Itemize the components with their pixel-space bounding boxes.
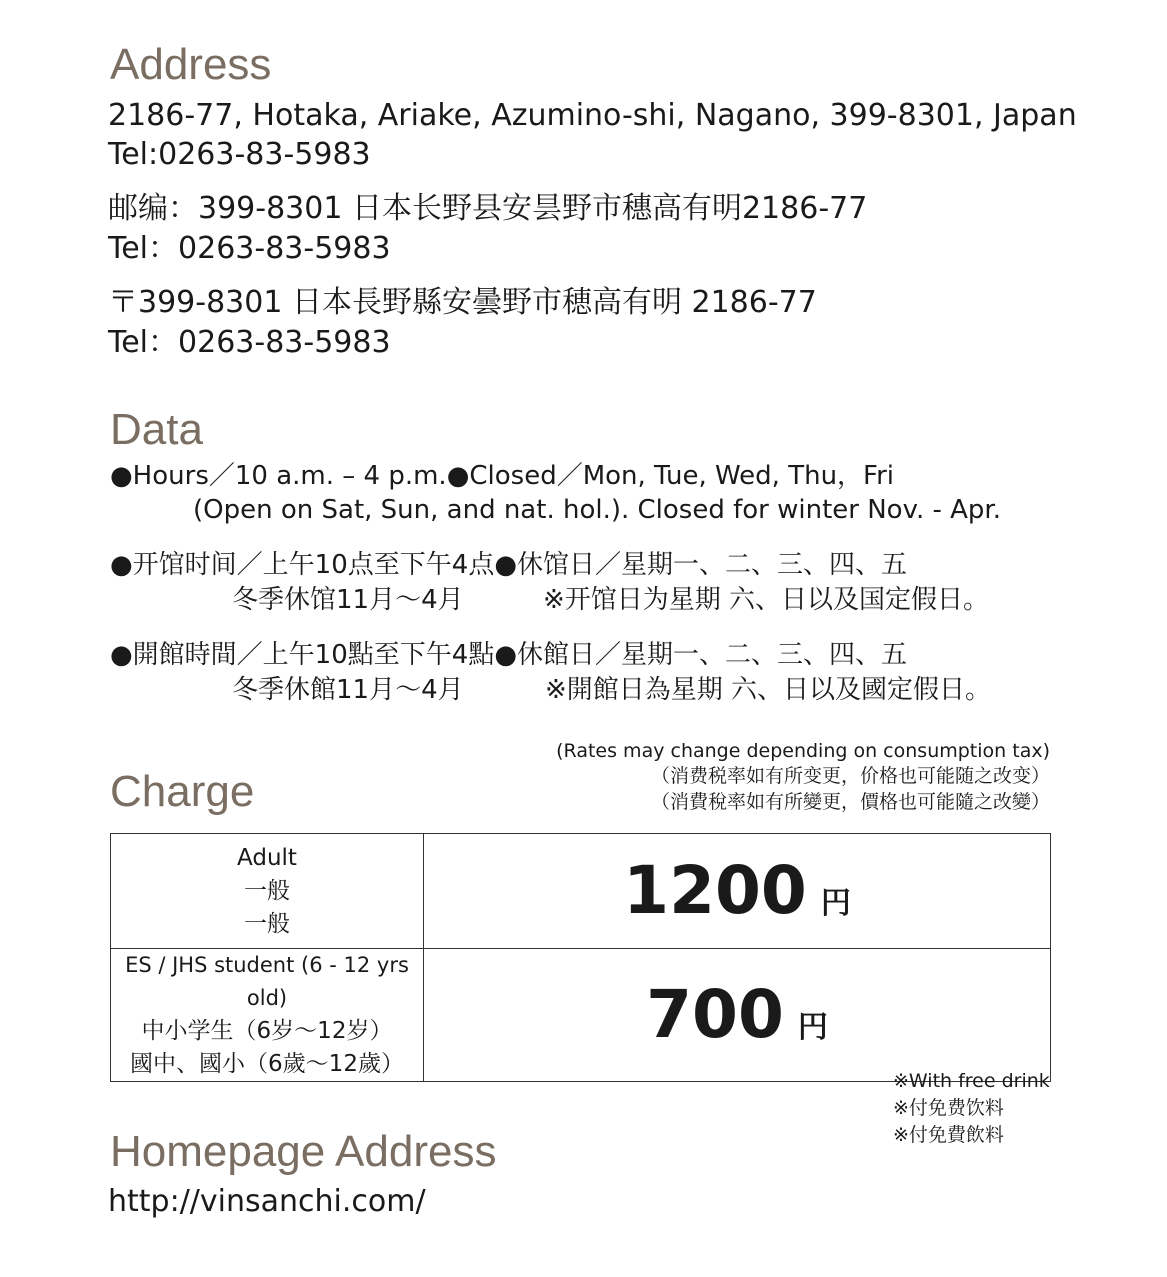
address-traditional: 〒399-8301 日本長野縣安曇野市穂高有明 2186-77 xyxy=(108,285,817,320)
adult-price xyxy=(424,852,1050,929)
student-price-cell xyxy=(424,949,1051,1082)
hours-traditional-line1: ●開館時間／上午10點至下午4點●休館日／星期一、二、三、四、五 xyxy=(110,640,907,670)
student-price-unit: 円 xyxy=(797,1010,828,1045)
address-simplified: 邮编：399-8301 日本长野县安昙野市穗高有明2186-77 xyxy=(108,191,868,226)
tax-note-simplified: （消费税率如有所变更，价格也可能随之改变） xyxy=(650,765,1050,787)
charge-heading: Charge xyxy=(110,767,255,816)
student-label-traditional: 國中、國小（6歲～12歲） xyxy=(130,1051,404,1077)
tax-note-traditional: （消費稅率如有所變更，價格也可能隨之改變） xyxy=(650,791,1050,813)
hours-english-line2: (Open on Sat, Sun, and nat. hol.). Closed for winter Nov. - Apr. xyxy=(193,495,1001,525)
winter-closing-simplified: 冬季休馆11月～4月 xyxy=(232,585,464,615)
hours-simplified-line1: ●开馆时间／上午10点至下午4点●休馆日／星期一、二、三、四、五 xyxy=(110,550,907,580)
student-price-value: 700 xyxy=(646,976,784,1053)
tel-traditional: Tel：0263-83-5983 xyxy=(108,325,391,360)
winter-closing-traditional: 冬季休館11月～4月 xyxy=(232,675,464,705)
student-label-cell xyxy=(111,949,424,1082)
student-label-simplified: 中小学生（6岁～12岁） xyxy=(141,1018,393,1044)
hours-english-line1: ●Hours／10 a.m. – 4 p.m.●Closed／Mon, Tue, Wed, Thu，Fri xyxy=(110,461,895,491)
drink-notes xyxy=(893,1068,1050,1149)
open-days-traditional: ※開館日為星期 六、日以及國定假日。 xyxy=(545,675,992,705)
charge-table xyxy=(110,833,1051,1082)
adult-label-traditional: 一般 xyxy=(244,910,290,937)
address-heading: Address xyxy=(110,40,272,89)
open-days-simplified: ※开馆日为星期 六、日以及国定假日。 xyxy=(543,585,990,615)
adult-label-cell xyxy=(111,834,424,949)
adult-price-unit: 円 xyxy=(820,886,851,921)
tax-note-english: (Rates may change depending on consumption tax) xyxy=(556,740,1050,762)
drink-note-english: ※With free drink xyxy=(893,1070,1050,1092)
homepage-url[interactable]: http://vinsanchi.com/ xyxy=(108,1184,426,1219)
homepage-heading: Homepage Address xyxy=(110,1127,497,1176)
student-price xyxy=(424,976,1050,1053)
tel-english: Tel:0263-83-5983 xyxy=(108,137,371,172)
drink-note-simplified: ※付免费饮料 xyxy=(893,1097,1004,1119)
drink-note-traditional: ※付免費飲料 xyxy=(893,1124,1004,1146)
data-heading: Data xyxy=(110,405,203,454)
adult-label-english: Adult xyxy=(237,844,297,871)
adult-price-value: 1200 xyxy=(623,852,807,929)
address-english: 2186-77, Hotaka, Ariake, Azumino-shi, Nagano, 399-8301, Japan xyxy=(108,98,1077,133)
tel-simplified: Tel：0263-83-5983 xyxy=(108,231,391,266)
table-row xyxy=(111,949,1051,1082)
student-label-english: ES / JHS student (6 - 12 yrs old) xyxy=(125,953,409,1010)
adult-label-simplified: 一般 xyxy=(244,877,290,904)
table-row xyxy=(111,834,1051,949)
adult-price-cell xyxy=(424,834,1051,949)
